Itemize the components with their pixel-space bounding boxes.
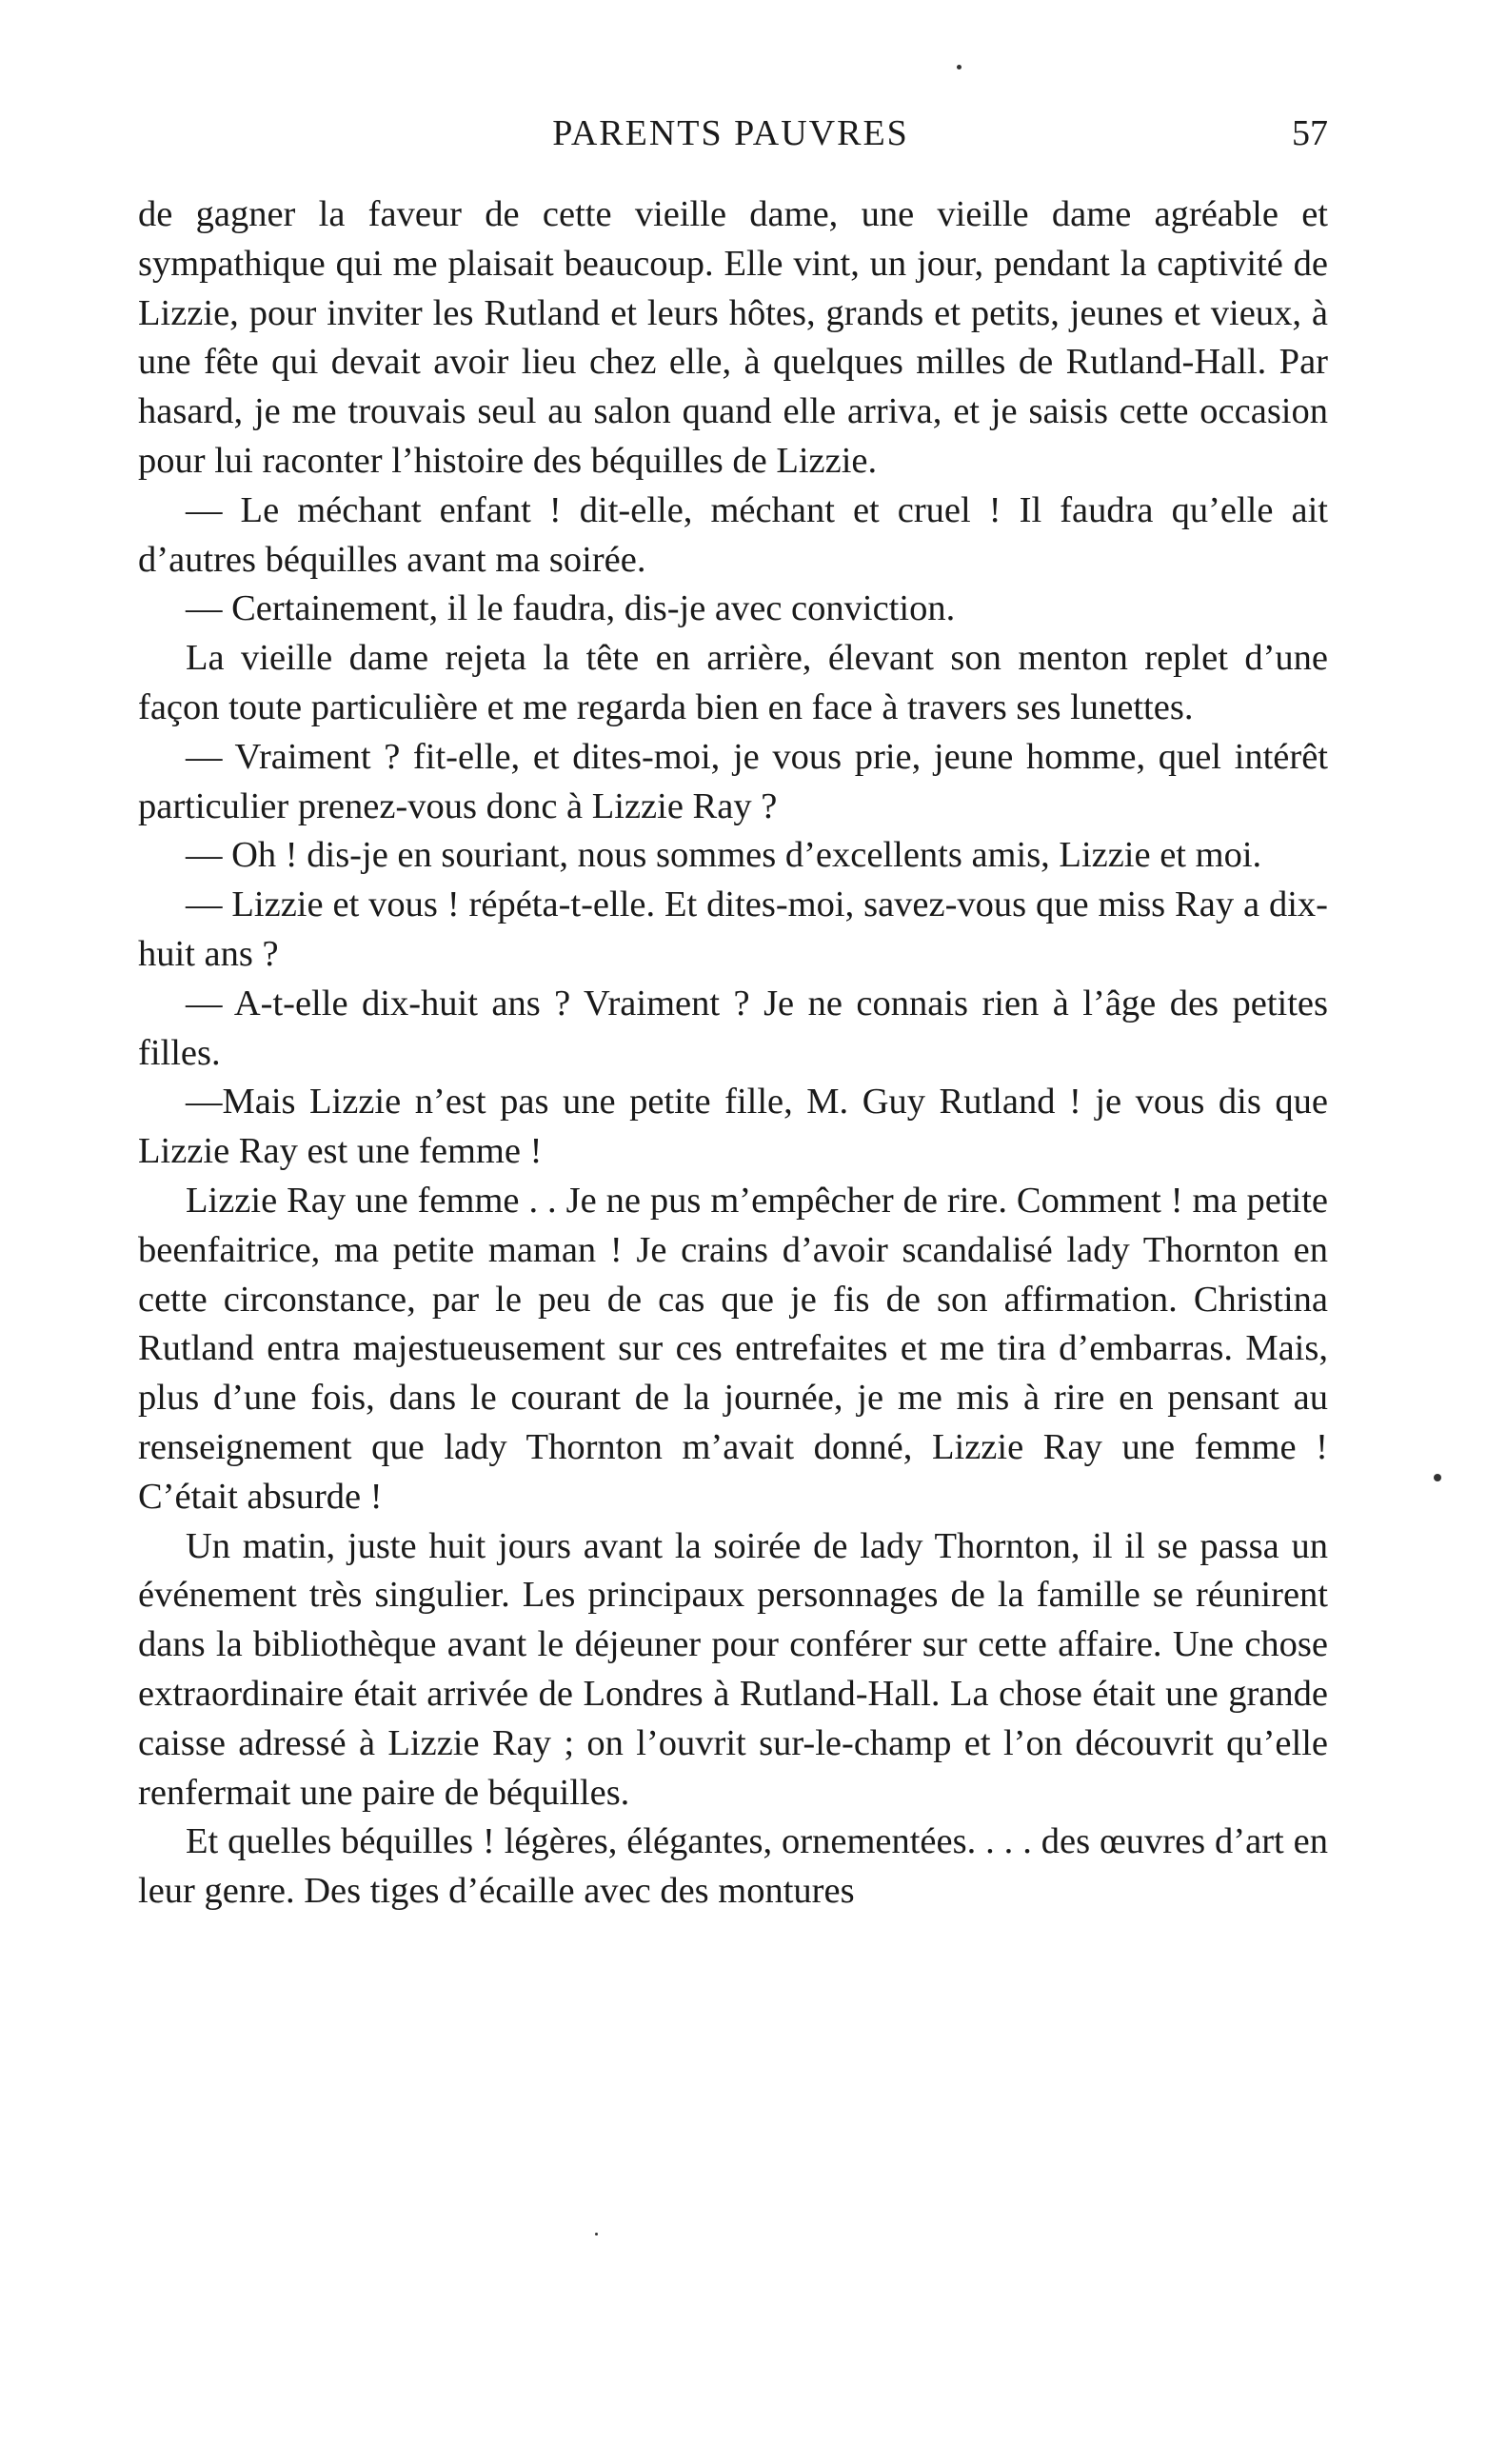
paragraph: Et quelles béquilles ! légères, élégantes, ornementées. . . . des œuvres d’art en leur genre. Des tiges d’écaille avec des montures (138, 1821, 1328, 1912)
paragraph: — A-t-elle dix-huit ans ? Vraiment ? Je ne connais rien à l’âge des petites filles. (138, 983, 1328, 1073)
page-number: 57 (1292, 113, 1328, 153)
paragraph: Lizzie Ray une femme . . Je ne pus m’empêcher de rire. Comment ! ma petite beenfaitrice, ma petite maman ! Je crains d’avoir scandalisé lady Thornton en cette circonstance, par le peu de cas que je fis de son affirmation. Christina Rutland entra majestueusement sur ces entrefaites et me tira d’embarras. Mais, plus d’une fois, dans le courant de la journée, je me mis à rire en pensant au renseignement que lady Thornton m’avait donné, Lizzie Ray une femme ! C’était absurde ! (138, 1180, 1328, 1517)
paragraph: — Certainement, il le faudra, dis-je avec conviction. (186, 588, 956, 629)
paragraph: de gagner la faveur de cette vieille dame, une vieille dame agréable et sympathique qui me plaisait beaucoup. Elle vint, un jour, pendant la captivité de Lizzie, pour inviter les Rutland et leurs hôtes, grands et petits, jeunes et vieux, à une fête qui devait avoir lieu chez elle, à quelques milles de Rutland-Hall. Par hasard, je me trouvais seul au salon quand elle arriva, et je saisis cette occasion pour lui raconter l’histoire des béquilles de Lizzie. (138, 194, 1328, 481)
body-text (138, 190, 1328, 1917)
paragraph: — Vraiment ? fit-elle, et dites-moi, je vous prie, jeune homme, quel intérêt particulier prenez-vous donc à Lizzie Ray ? (138, 736, 1328, 826)
page-header (133, 112, 1328, 169)
paragraph: — Oh ! dis-je en souriant, nous sommes d’excellents amis, Lizzie et moi. (186, 835, 1262, 876)
ink-speck (957, 65, 962, 70)
paragraph: La vieille dame rejeta la tête en arrière, élevant son menton replet d’une façon toute particulière et me regarda bien en face à travers ses lunettes. (138, 638, 1328, 727)
ink-speck (1434, 1474, 1441, 1481)
paragraph: —Mais Lizzie n’est pas une petite fille, M. Guy Rutland ! je vous dis que Lizzie Ray est une femme ! (138, 1082, 1328, 1172)
ink-speck (595, 2233, 598, 2235)
running-title: PARENTS PAUVRES (552, 113, 909, 153)
paragraph: Un matin, juste huit jours avant la soirée de lady Thornton, il il se passa un événement très singulier. Les principaux personnages de la famille se réunirent dans la bibliothèque avant le déjeuner pour conférer sur cette affaire. Une chose extraordinaire était arrivée de Londres à Rutland-Hall. La chose était une grande caisse adressé à Lizzie Ray ; on l’ouvrit sur-le-champ et l’on découvrit qu’elle renfermait une paire de béquilles. (138, 1525, 1328, 1813)
paragraph: — Le méchant enfant ! dit-elle, méchant et cruel ! Il faudra qu’elle ait d’autres béquilles avant ma soirée. (138, 489, 1328, 580)
paragraph: — Lizzie et vous ! répéta-t-elle. Et dites-moi, savez-vous que miss Ray a dix-huit ans ? (138, 884, 1328, 974)
